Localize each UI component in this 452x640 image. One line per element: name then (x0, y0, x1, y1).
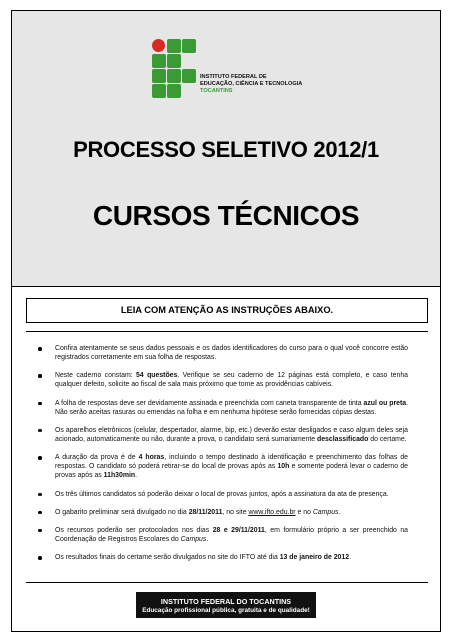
instruction-text: azul ou preta (363, 399, 407, 407)
logo-square (167, 54, 181, 68)
instruction-text: e somente poderá levar o caderno de provas após as (55, 463, 408, 480)
bullet-icon (38, 511, 42, 515)
logo-square (152, 69, 166, 83)
instruction-item (38, 508, 408, 517)
logo-square (167, 84, 181, 98)
website-link[interactable]: www.ifto.edu.br (248, 508, 296, 516)
bullet-icon (38, 347, 42, 351)
instruction-text: . (338, 508, 341, 516)
logo-line-1: INSTITUTO FEDERAL DE (200, 74, 267, 80)
instruction-text: O gabarito preliminar será divulgado no dia (55, 508, 189, 516)
logo-square (152, 54, 166, 68)
instruction-text: Os resultados finais do certame serão divulgados no site do IFTO até dia (55, 554, 280, 562)
logo-line-3: TOCANTINS (200, 88, 233, 94)
instruction-text: Os aparelhos eletrônicos (celular, despertador, alarme, bip, etc.) deverão estar desligados e caso algum deles seja acionado, automaticamente ou não, durante a prova, o candidato será sumariamente (55, 426, 408, 443)
page-subtitle: CURSOS TÉCNICOS (92, 200, 360, 231)
page-title: PROCESSO SELETIVO 2012/1 (73, 137, 379, 162)
instruction-text: Confira atentamente se seus dados pessoais e os dados identificadores do curso para o qual você concorre estão registrados corretamente em sua folha de respostas. (55, 345, 408, 362)
bullet-icon (38, 456, 42, 460)
logo-square (152, 84, 166, 98)
footer-banner (136, 592, 316, 618)
logo-line-2: EDUCAÇÃO, CIÊNCIA E TECNOLOGIA (200, 81, 303, 87)
bullet-icon (38, 402, 42, 406)
instruction-text: 4 horas (138, 454, 165, 462)
instruction-text: A duração da prova é de (55, 454, 139, 462)
footer-slogan: Educação profissional pública, gratuita e de qualidade! (142, 607, 310, 614)
logo-text (200, 74, 310, 95)
instruction-text: . (349, 554, 351, 562)
instruction-text: , incluindo o tempo destinado à identificação e preenchimento das folhas de respostas. O candidato só poderá retirar-se do local de provas após as (55, 454, 408, 471)
instruction-text: e no (295, 508, 313, 516)
instruction-text: , em formulário próprio a ser preenchido na Coordenação de Registros Escolares do (55, 526, 409, 543)
logo-square (182, 39, 196, 53)
instruction-text: . Verifique se seu caderno de 12 páginas está completo, e caso tenha qualquer defeito, solicite ao fiscal de sala mais próximo que tome as providências cabíveis. (55, 372, 408, 389)
instruction-item (38, 426, 408, 444)
instruction-text: A folha de respostas deve ser devidamente assinada e preenchida com caneta transparente de tinta (55, 399, 364, 407)
divider-top (26, 331, 428, 332)
instruction-text: 54 questões (136, 372, 178, 380)
instruction-text: desclassificado (317, 435, 369, 443)
instruction-text: do certame. (368, 435, 407, 443)
footer-title: INSTITUTO FEDERAL DO TOCANTINS (160, 597, 292, 606)
institution-logo (150, 38, 310, 100)
instruction-text: . (135, 472, 137, 480)
bullet-icon (38, 493, 42, 497)
logo-red-circle-icon (152, 39, 165, 52)
logo-square (167, 39, 181, 53)
instruction-item (38, 526, 408, 544)
instruction-text: 13 de janeiro de 2012 (279, 554, 350, 562)
instruction-text: 10h (277, 463, 290, 471)
logo-square (182, 69, 196, 83)
bullet-icon (38, 429, 42, 433)
logo-square (167, 69, 181, 83)
instruction-text: Neste caderno constam: (55, 372, 137, 380)
instruction-item (38, 453, 408, 480)
notice-banner: LEIA COM ATENÇÃO AS INSTRUÇÕES ABAIXO. (26, 298, 428, 323)
divider-bottom (26, 582, 428, 583)
instruction-text: Campus (180, 535, 207, 543)
instruction-text: . Não serão aceitas rasuras ou emendas na folha e em nenhuma hipótese serão fornecidas cópias destas. (55, 399, 409, 416)
instruction-text: 11h30min (103, 472, 136, 480)
instruction-item (38, 344, 408, 362)
instruction-text: Os três últimos candidatos só poderão deixar o local de provas juntos, após a assinatura da ata de presença. (55, 490, 389, 498)
instruction-text: 28 e 29/11/2011 (212, 526, 265, 534)
instruction-text: Campus (312, 508, 339, 516)
bullet-icon (38, 556, 42, 560)
instruction-text: , no site (222, 508, 249, 516)
bullet-icon (38, 374, 42, 378)
instruction-item (38, 490, 408, 499)
bullet-icon (38, 529, 42, 533)
instruction-text: Os recursos poderão ser protocolados nos dias (55, 526, 213, 534)
instruction-item (38, 553, 408, 562)
instruction-item (38, 399, 408, 417)
instruction-item (38, 371, 408, 389)
instruction-text: . (206, 535, 209, 543)
instructions-list (38, 344, 408, 571)
instruction-text: 28/11/2011 (188, 508, 223, 516)
logo-grid-icon (150, 38, 200, 100)
